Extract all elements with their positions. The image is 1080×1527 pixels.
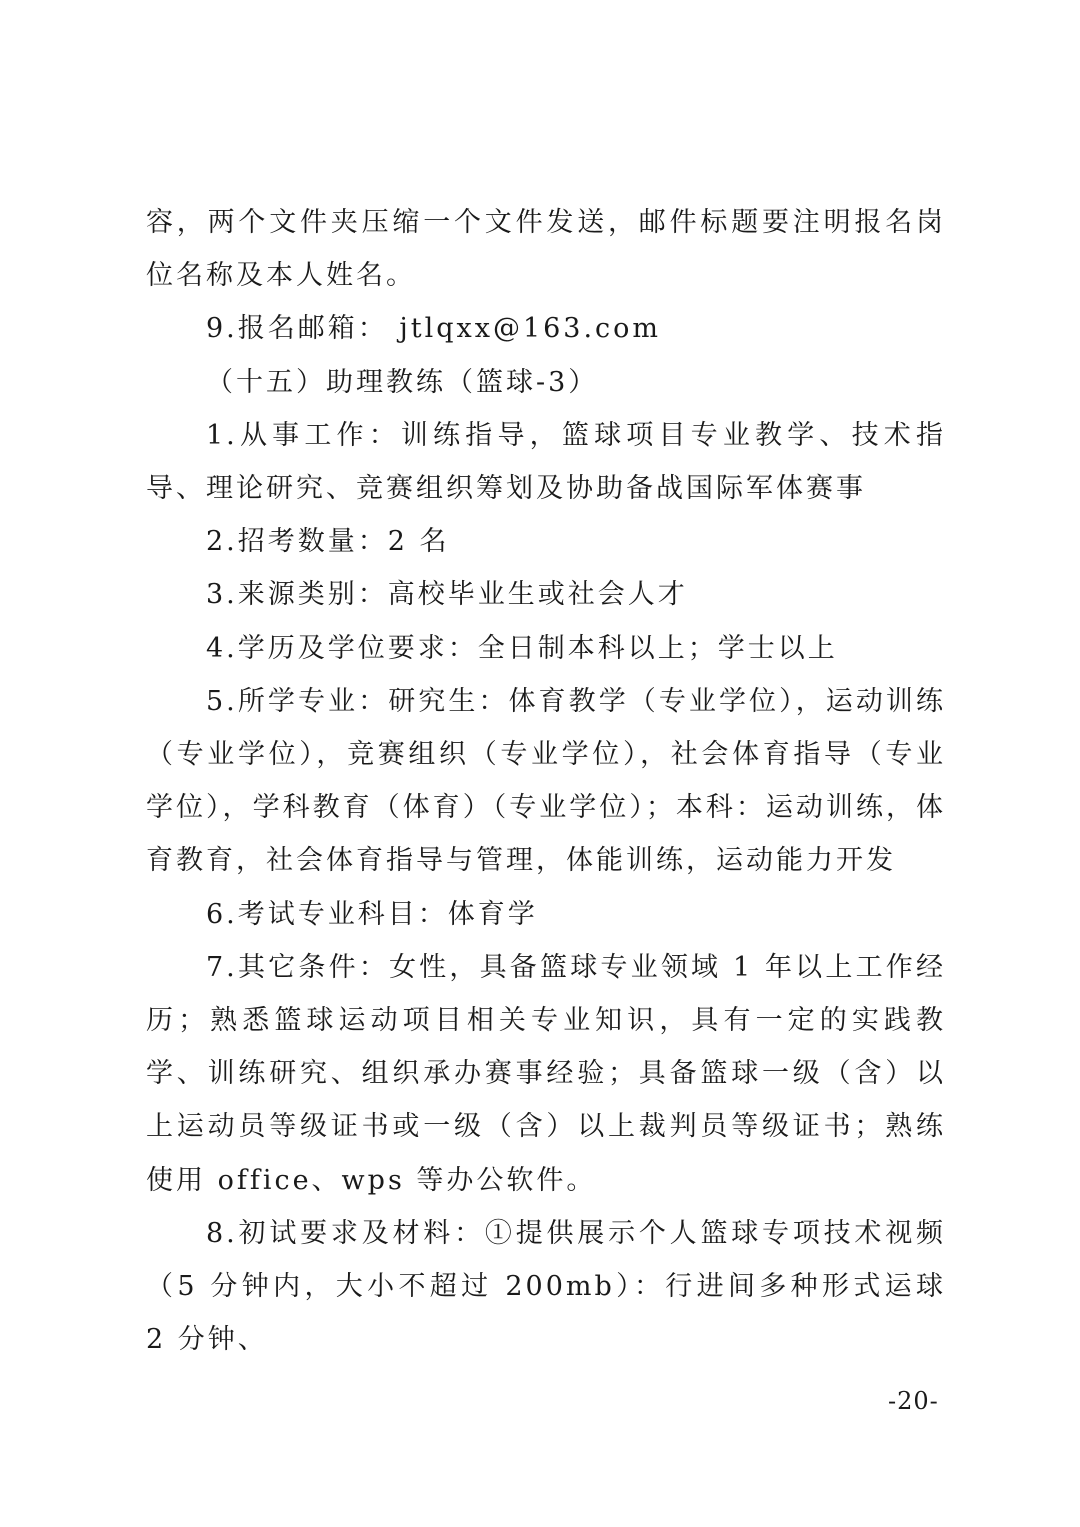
paragraph-source-category: 3.来源类别：高校毕业生或社会人才	[206, 579, 688, 611]
body-text	[146, 196, 946, 1366]
paragraph-email: 9.报名邮箱： jtlqxx@163.com	[206, 313, 662, 345]
paragraph-preliminary-requirements: 8.初试要求及材料：①提供展示个人篮球专项技术视频（5 分钟内，大小不超过 200mb）：行进间多种形式运球 2 分钟、	[146, 1217, 946, 1356]
paragraph-quota: 2.招考数量：2 名	[206, 526, 450, 558]
paragraph-continuation: 容，两个文件夹压缩一个文件发送，邮件标题要注明报名岗位名称及本人姓名。	[146, 207, 946, 292]
paragraph-other-conditions: 7.其它条件：女性，具备篮球专业领域 1 年以上工作经历；熟悉篮球运动项目相关专业知识，具有一定的实践教学、训练研究、组织承办赛事经验；具备篮球一级（含）以上运动员等级证书或一级（含）以上裁判员等级证书；熟练使用 office、wps 等办公软件。	[146, 951, 946, 1196]
page-number: -20-	[888, 1387, 939, 1415]
paragraph-majors: 5.所学专业：研究生：体育教学（专业学位），运动训练（专业学位），竞赛组织（专业学位），社会体育指导（专业学位），学科教育（体育）（专业学位）；本科：运动训练，体育教育，社会体育指导与管理，体能训练，运动能力开发	[146, 685, 946, 877]
paragraph-exam-subject: 6.考试专业科目：体育学	[206, 898, 538, 930]
paragraph-duties: 1.从事工作：训练指导，篮球项目专业教学、技术指导、理论研究、竞赛组织筹划及协助备战国际军体赛事	[146, 419, 946, 505]
section-heading-position-15: （十五）助理教练（篮球-3）	[206, 366, 599, 398]
paragraph-education: 4.学历及学位要求：全日制本科以上；学士以上	[206, 632, 838, 664]
